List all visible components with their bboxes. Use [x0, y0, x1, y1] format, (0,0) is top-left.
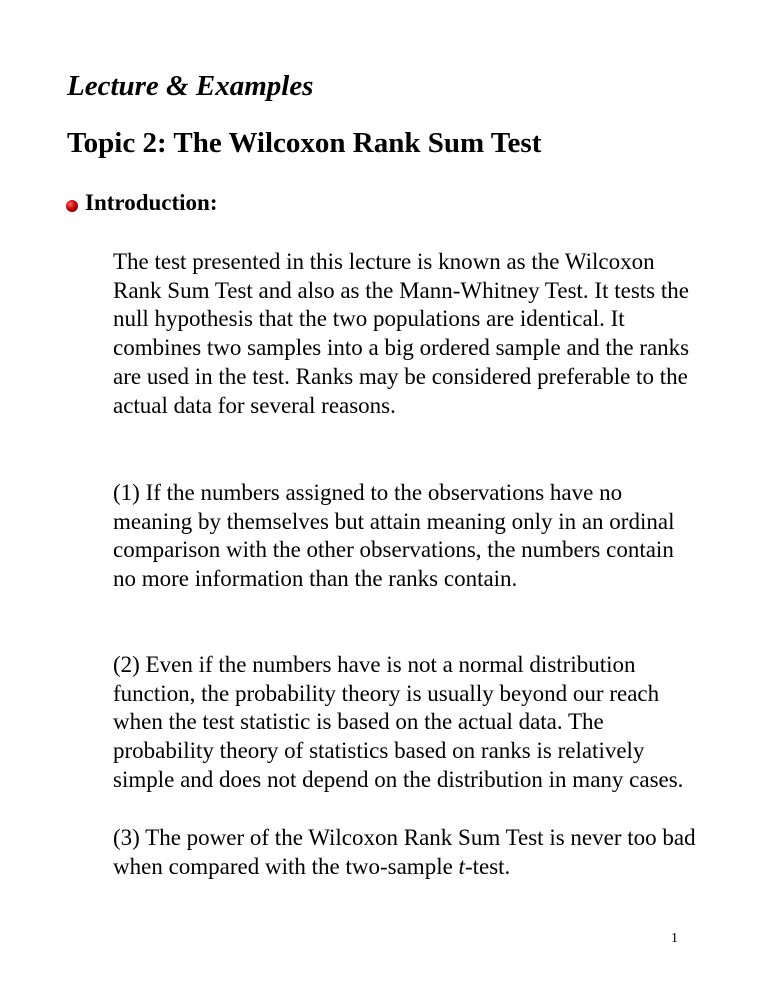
reason-3-text-start: (3) The power of the Wilcoxon Rank Sum Test is never too bad when compared with the two-sample	[113, 825, 696, 879]
introduction-section-header	[66, 188, 218, 218]
reason-3-italic-t: t	[458, 853, 465, 879]
reason-3-text-end: -test.	[464, 853, 511, 879]
reason-2-paragraph: (2) Even if the numbers have is not a normal distribution function, the probability theory is usually beyond our reach when the test statistic is based on the actual data. The probability theory of statistics based on ranks is relatively simple and does not depend on the distribution in many cases.	[113, 652, 684, 792]
page-number: 1	[671, 931, 678, 946]
section-heading: Introduction:	[85, 190, 218, 215]
reason-3-paragraph	[113, 824, 698, 881]
red-sphere-bullet-icon	[66, 200, 78, 212]
intro-paragraph: The test presented in this lecture is known as the Wilcoxon Rank Sum Test and also as the Mann-Whitney Test. It tests the null hypothesis that the two populations are identical. It combines two samples into a big ordered sample and the ranks are used in the test. Ranks may be considered preferable to the actual data for several reasons.	[113, 249, 690, 418]
topic-title: Topic 2: The Wilcoxon Rank Sum Test	[67, 127, 542, 159]
reason-1-paragraph: (1) If the numbers assigned to the observations have no meaning by themselves but attain meaning only in an ordinal comparison with the other observations, the numbers contain no more information than the ranks contain.	[113, 480, 675, 592]
page-heading: Lecture & Examples	[67, 70, 314, 102]
